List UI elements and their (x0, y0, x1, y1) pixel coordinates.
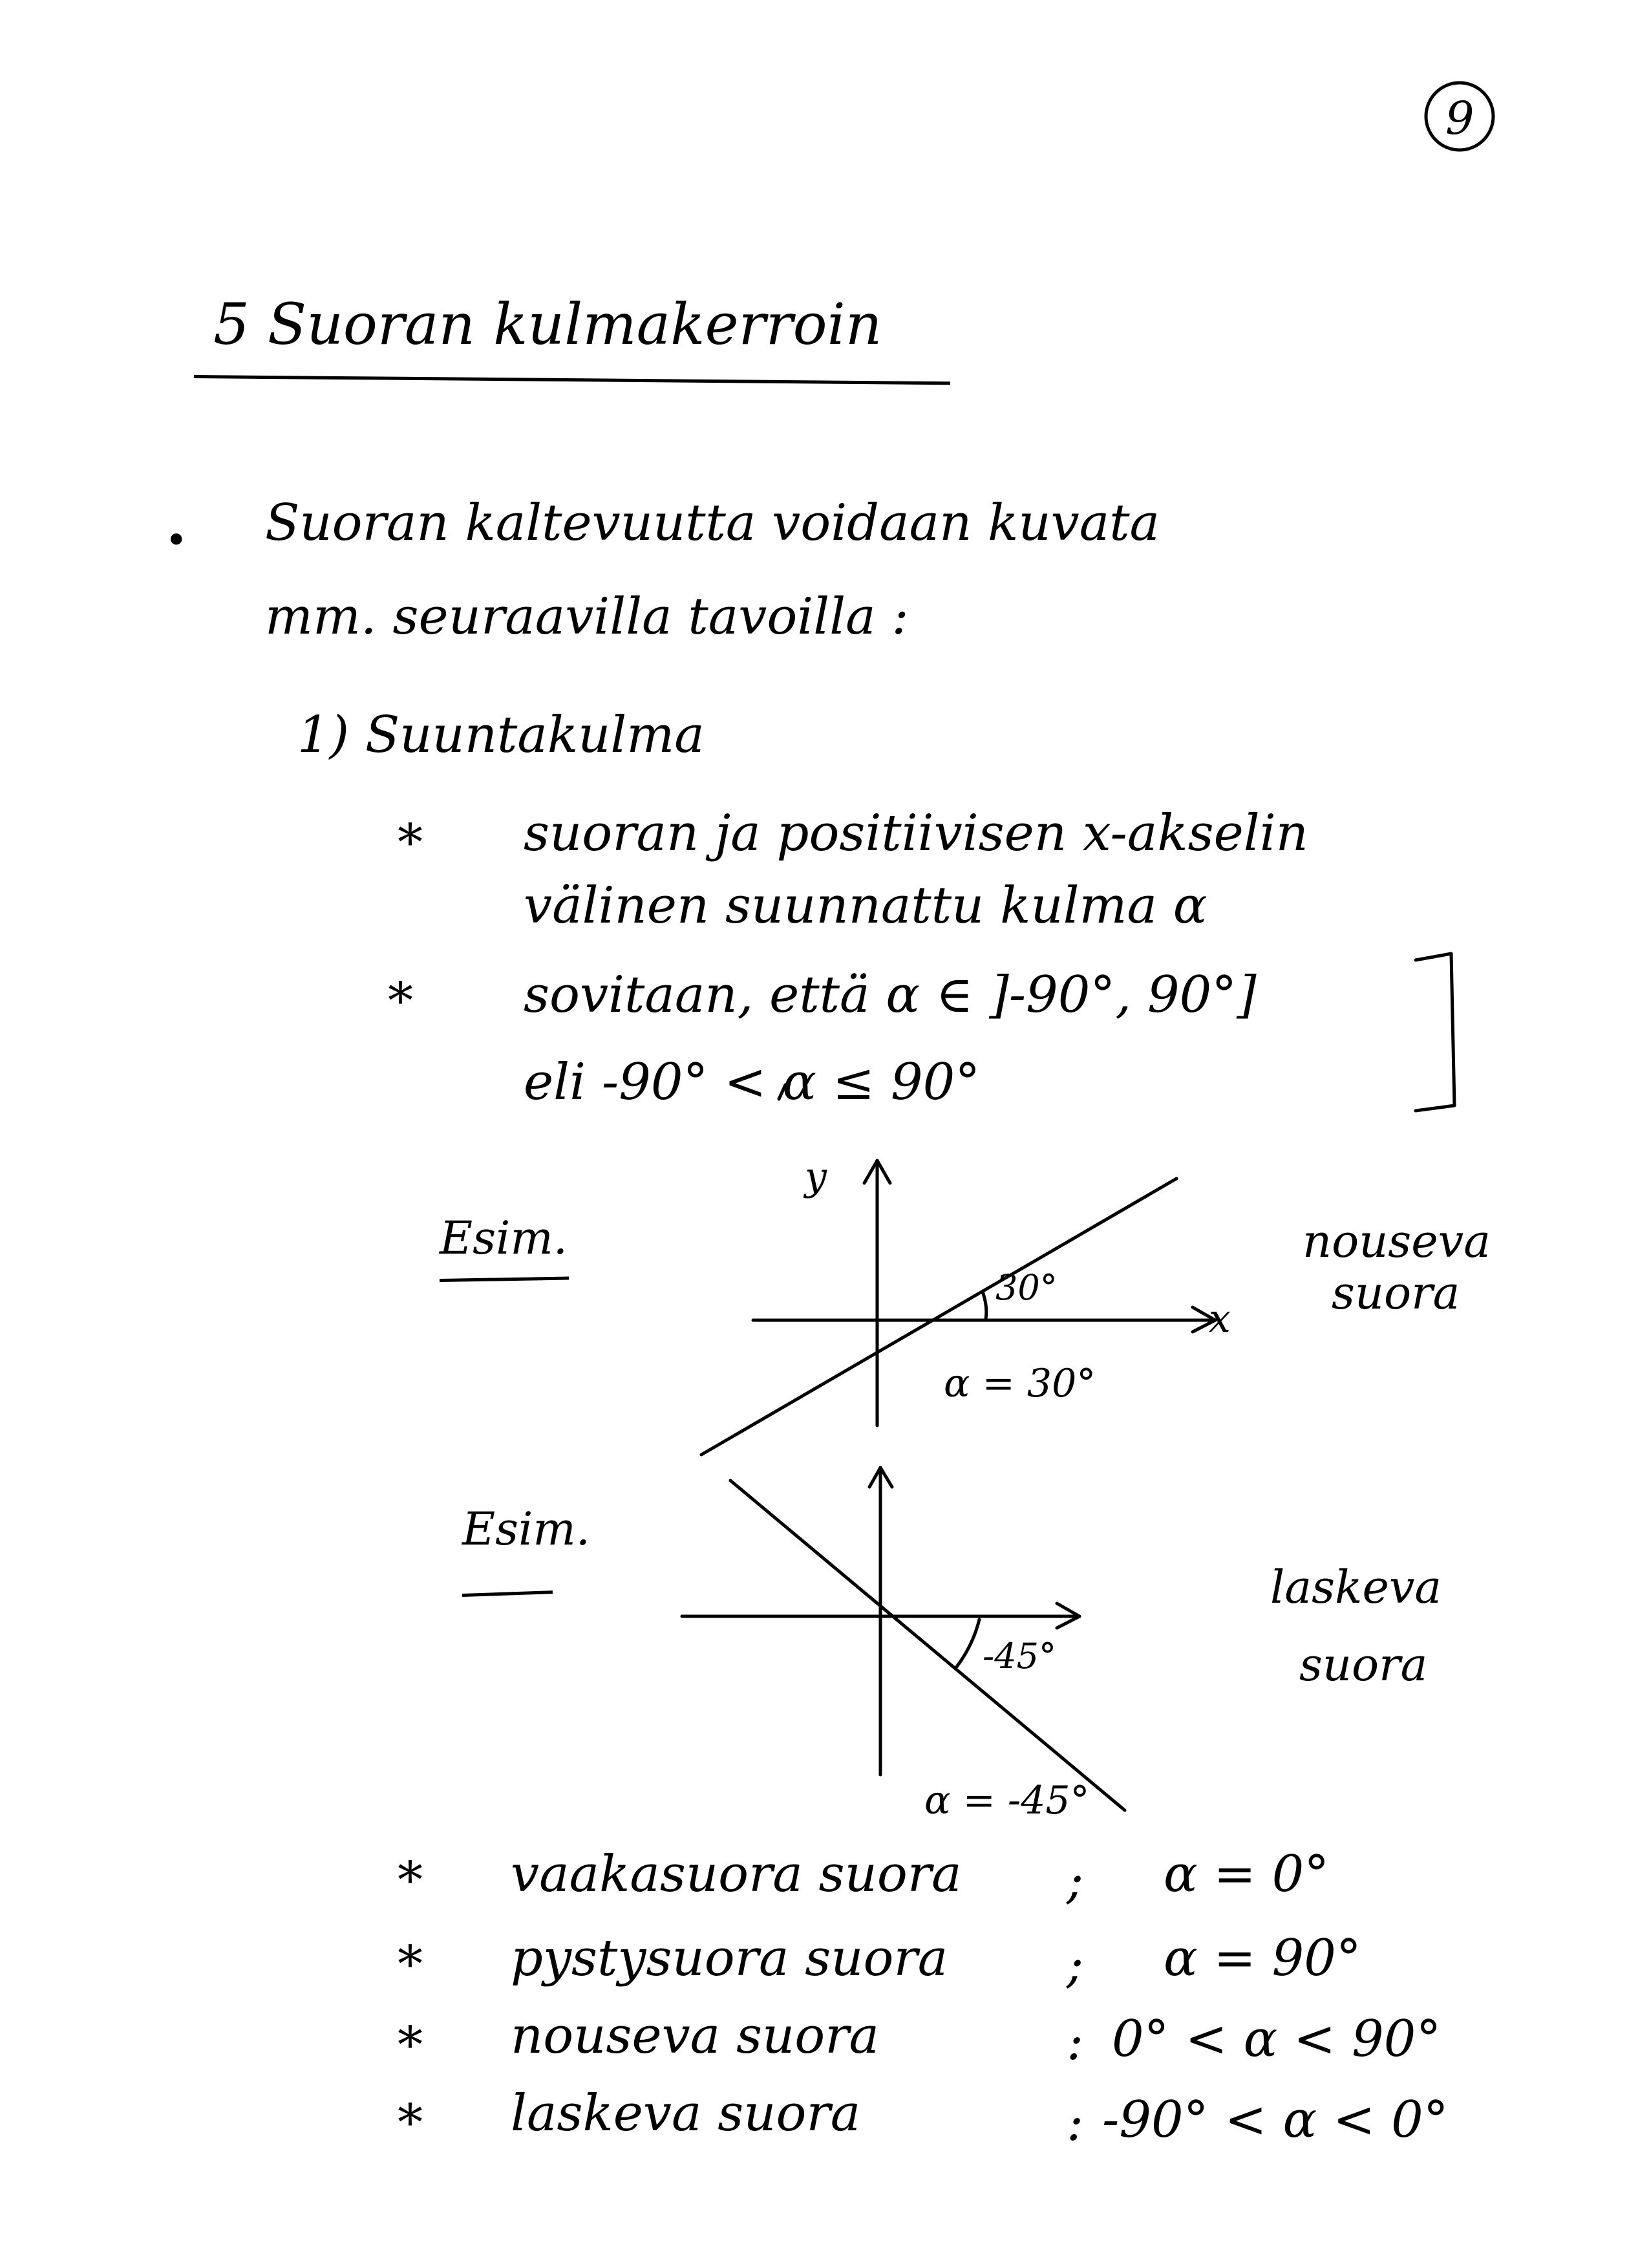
example2-side-label-2: suora (1299, 1638, 1428, 1691)
example2-alpha-value: α = -45° (924, 1778, 1090, 1823)
summary-name: pystysuora suora (511, 1929, 948, 1987)
range-line-2: eli -90° < α ≤ 90° (524, 1053, 981, 1111)
example2-side-label-1: laskeva (1270, 1561, 1442, 1614)
summary-separator: ; (1067, 1936, 1084, 1994)
example1-angle-arc (983, 1292, 986, 1319)
summary-star: * (398, 2094, 423, 2152)
summary-name: laskeva suora (511, 2084, 861, 2143)
summary-condition: -90° < α < 0° (1102, 2091, 1449, 2149)
example2-falling-line (730, 1481, 1125, 1810)
example2-label: Esim. (462, 1503, 591, 1556)
page-title: 5 Suoran kulmakerroin (213, 291, 882, 358)
star-1: * (398, 814, 423, 872)
summary-separator: : (1067, 2013, 1084, 2071)
example1-alpha-value: α = 30° (944, 1361, 1096, 1406)
summary-condition: 0° < α < 90° (1112, 2010, 1442, 2068)
intro-line-1: Suoran kaltevuutta voidaan kuvata (265, 494, 1160, 552)
summary-condition: α = 0° (1164, 1845, 1330, 1903)
example1-angle-mark: 30° (995, 1267, 1058, 1308)
summary-star: * (398, 2017, 423, 2075)
closing-bracket (1416, 954, 1454, 1111)
range-line-1: sovitaan, että α ∈ ]-90°, 90°] (524, 966, 1257, 1024)
example1-label: Esim. (440, 1212, 568, 1265)
summary-condition: α = 90° (1164, 1929, 1361, 1987)
star-2: * (388, 972, 413, 1031)
page-number: 9 (1445, 92, 1474, 145)
definition-line-2: välinen suunnattu kulma α (524, 877, 1207, 935)
definition-line-1: suoran ja positiivisen x-akselin (524, 804, 1308, 862)
bullet-dot: • (165, 518, 188, 563)
example1-x-axis-label: x (1209, 1296, 1231, 1342)
example1-side-label-1: nouseva (1303, 1215, 1491, 1268)
example2-angle-arc (957, 1620, 979, 1667)
summary-separator: : (1067, 2094, 1084, 2152)
summary-name: vaakasuora suora (511, 1845, 962, 1903)
summary-star: * (398, 1936, 423, 1994)
example1-rising-line (701, 1179, 1176, 1455)
summary-star: * (398, 1852, 423, 1910)
section-heading-suuntakulma: 1) Suuntakulma (297, 706, 705, 764)
summary-name: nouseva suora (511, 2007, 879, 2065)
intro-line-2: mm. seuraavilla tavoilla : (265, 588, 909, 646)
example1-y-axis-label: y (805, 1154, 827, 1199)
example2-angle-mark: -45° (983, 1636, 1056, 1676)
example1-side-label-2: suora (1332, 1267, 1460, 1320)
summary-separator: ; (1067, 1852, 1084, 1910)
